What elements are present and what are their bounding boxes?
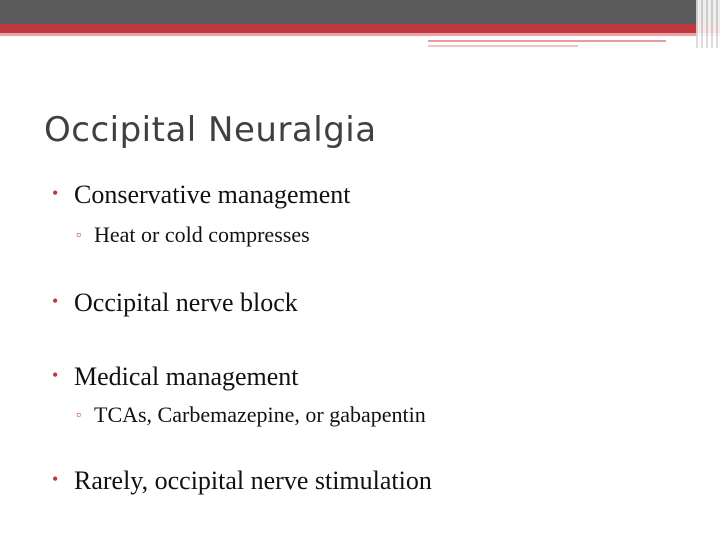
bullet-dot-icon: • [52, 291, 59, 311]
bullet-text: Rarely, occipital nerve stimulation [74, 466, 432, 495]
sub-bullet-text: Heat or cold compresses [94, 222, 310, 247]
bullet-dot-icon: • [52, 469, 59, 489]
slide-title: Occipital Neuralgia [44, 110, 377, 150]
bullet-dot-icon: • [52, 183, 59, 203]
sub-bullet-square-icon: ▫ [76, 408, 81, 423]
top-dark-bar [0, 0, 720, 24]
bullet-item-conservative [52, 180, 351, 210]
bullet-item-stimulation [52, 466, 432, 496]
bullet-text: Medical management [74, 362, 299, 391]
bullet-text: Occipital nerve block [74, 288, 298, 317]
top-accent-bar [0, 24, 720, 33]
decorative-accent-line [428, 40, 666, 42]
bullet-dot-icon: • [52, 365, 59, 385]
sub-bullet-text: TCAs, Carbemazepine, or gabapentin [94, 402, 426, 427]
bullet-text: Conservative management [74, 180, 351, 209]
sub-bullet-square-icon: ▫ [76, 228, 81, 243]
sub-bullet-item-compresses [76, 222, 310, 248]
decorative-accent-line-short [428, 45, 578, 47]
bullet-item-medical [52, 362, 299, 392]
corner-stripe-decoration [696, 0, 720, 48]
bullet-item-nerve-block [52, 288, 298, 318]
top-light-accent-bar [0, 33, 720, 36]
sub-bullet-item-medications [76, 402, 426, 428]
